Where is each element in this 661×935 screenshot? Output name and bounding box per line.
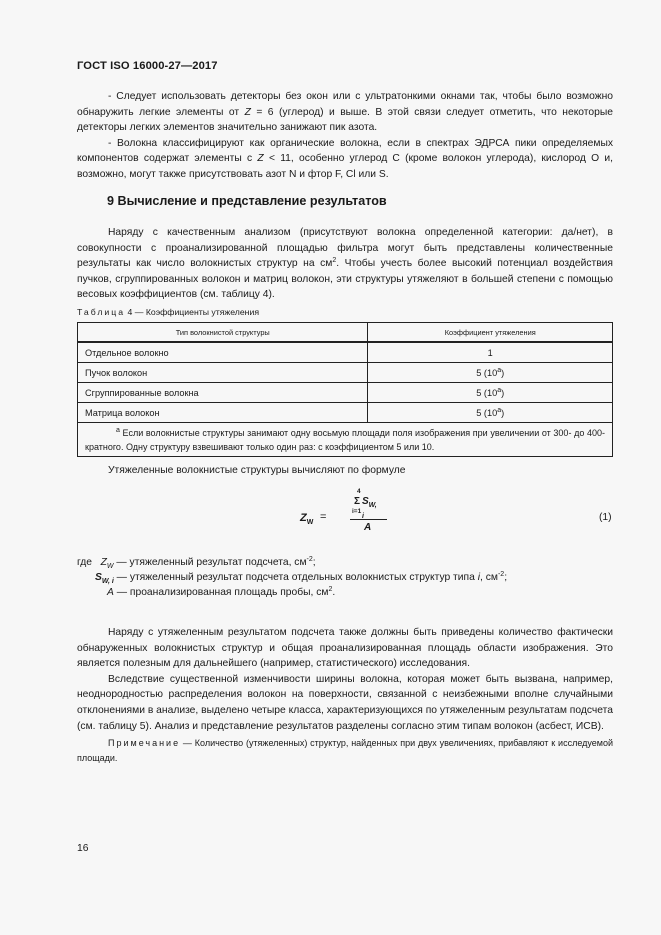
- footnote-mark: a: [116, 426, 120, 434]
- definition-zw: [77, 556, 507, 571]
- paren: ): [501, 387, 505, 398]
- punct: ;: [312, 557, 316, 568]
- table-row: [78, 383, 613, 403]
- sum-sign: Σ: [354, 496, 361, 507]
- variable-z: Z: [244, 106, 251, 118]
- fraction-bar: [350, 519, 387, 520]
- table-caption-title: 4 — Коэффициенты утяжеления: [125, 307, 260, 317]
- coef-value: 1: [487, 347, 493, 358]
- note-text: — Количество (утяжеленных) структур, найденных при двух увеличениях, прибавляют к исследуемой площади.: [77, 738, 613, 763]
- intro-paragraph-fibers: [77, 136, 613, 183]
- text: = 6 (углерод) и выше. В этой связи следует отметить, что некоторые детекторы легких элементов значительно занижают пик азота.: [77, 106, 613, 134]
- equals-sign: =: [320, 511, 327, 523]
- intro-paragraph-detectors: [77, 89, 613, 136]
- weighting-coefficients-table: [77, 322, 613, 457]
- coef-value: 5 (10: [476, 387, 498, 398]
- definitions: [77, 556, 507, 600]
- section-paragraph: [77, 225, 613, 303]
- punct: .: [332, 586, 336, 598]
- cell-coefficient: [368, 383, 613, 403]
- cell-type: Пучок волокон: [78, 363, 368, 383]
- def-symbol: A: [107, 586, 114, 598]
- sum-lower-limit: i=1: [352, 508, 362, 515]
- def-text: , см: [480, 571, 498, 583]
- table-caption-label: Таблица: [77, 307, 126, 317]
- sum-term: [362, 496, 380, 518]
- section-intro: [77, 225, 613, 303]
- table-caption: [77, 307, 259, 317]
- section-title: 9 Вычисление и представление результатов: [107, 194, 387, 208]
- cell-coefficient: [368, 403, 613, 423]
- symbol: S: [95, 571, 102, 583]
- cell-type: Матрица волокон: [78, 403, 368, 423]
- formula-intro: Утяжеленные волокнистые структуры вычисляют по формуле: [108, 465, 406, 476]
- footnote-text: Если волокнистые структуры занимают одну восьмую площади поля изображения при увеличении от 300- до 400-кратного. Одну структуру взвешивают только один раз: с коэффициентом 5 или 10.: [85, 427, 605, 452]
- symbol-subscript: W, i: [101, 577, 114, 585]
- symbol-subscript: W: [106, 563, 114, 570]
- punct: ;: [504, 571, 508, 583]
- footnote-ref: a: [497, 366, 502, 374]
- definition-swi: [77, 571, 507, 586]
- column-header-type: Тип волокнистой структуры: [78, 323, 368, 343]
- text: - Волокна классифицируют как органические волокна, если в спектрах ЭДРСА пики определяемых компонентов содержат элементы с: [77, 137, 613, 165]
- formula-lhs: [300, 512, 313, 524]
- unit-exponent: -2: [497, 570, 505, 578]
- unit-exponent: -2: [306, 556, 313, 563]
- cell-coefficient: [368, 363, 613, 383]
- coef-value: 5 (10: [476, 407, 498, 418]
- sum-upper-limit: 4: [357, 488, 361, 495]
- table-header-row: [78, 323, 613, 343]
- def-symbol: [101, 557, 114, 568]
- def-text: — утяжеленный результат подсчета, см: [113, 557, 307, 568]
- note-paragraph: [77, 736, 613, 765]
- definition-a: [77, 586, 507, 601]
- table-footnote-row: [78, 423, 613, 457]
- sum-term-subscript: W, i: [362, 502, 377, 520]
- def-text: — утяжеленный результат подсчета отдельных волокнистых структур типа: [113, 571, 478, 583]
- results-block: [77, 625, 613, 734]
- footnote-ref: a: [497, 386, 502, 394]
- results-paragraph-2: Вследствие существенной изменчивости ширины волокна, которая может быть вызвана, например, неоднородностью распределения волокон на поверхности, связанной с неизбежными вполне случайными отклонениями в анализе, выделено четыре класса, характеризующихся по утяжеленным результатам подсчета (см. таблицу 5). Анализ и представление результатов разделены согласно этим типам волокон (асбест, ИСВ).: [77, 673, 613, 732]
- text: Наряду с качественным анализом (присутствуют волокна определенной категории: да/нет), в совокупности с проанализированной площадью фильтра могут быть представлены количественные результаты как число волокнистых структур на см: [77, 227, 613, 270]
- lhs-subscript: W: [306, 519, 314, 526]
- variable-z: Z: [257, 153, 264, 165]
- note: [77, 736, 613, 765]
- sum-term-symbol: S: [362, 496, 369, 507]
- table-footnote: [78, 423, 613, 457]
- note-label: Примечание: [108, 738, 181, 748]
- coef-value: 5 (10: [476, 367, 498, 378]
- intro-block: [77, 89, 613, 183]
- lhs-symbol: Z: [300, 512, 307, 524]
- cell-type: Отдельное волокно: [78, 342, 368, 363]
- cell-type: Сгруппированные волокна: [78, 383, 368, 403]
- text: - Следует использовать детекторы без окон или с ультратонкими окнами так, чтобы было возможно обнаружить легкие элементы от: [77, 91, 613, 118]
- def-text: — проанализированная площадь пробы, см: [113, 586, 329, 598]
- page-number: 16: [77, 843, 89, 854]
- results-paragraph-1: Наряду с утяжеленным результатом подсчета также должны быть приведены количество фактически обнаруженных волокнистых структур и общая проанализированная площадь области изображения. Это является полезным для дальнейшего (например, статистического) исследования.: [77, 627, 613, 670]
- text: . Чтобы учесть более высокий потенциал воздействия пучков, сгруппированных волокон и матриц волокон, эти структуры утяжеляют в большей степени с помощью весовых коэффициентов (см. таблицу 4).: [77, 258, 613, 301]
- superscript: 2: [332, 257, 337, 265]
- table-row: [78, 342, 613, 363]
- where-label: где: [77, 557, 93, 568]
- formula-zw: [300, 488, 380, 544]
- table-row: [78, 363, 613, 383]
- paren: ): [501, 407, 505, 418]
- denominator: A: [364, 522, 372, 533]
- unit-exponent: 2: [328, 585, 333, 593]
- table-row: [78, 403, 613, 423]
- variable-i: i: [477, 571, 480, 583]
- column-header-coefficient: Коэффициент утяжеления: [368, 323, 613, 343]
- cell-coefficient: [368, 342, 613, 363]
- paren: ): [501, 367, 505, 378]
- text: < 11, особенно углерод С (кроме волокон углерода), кислород О и, возможно, могут также присутствовать азот N и фтор F, Cl или S.: [77, 153, 613, 180]
- formula-number: (1): [599, 512, 612, 523]
- def-symbol: [95, 572, 114, 583]
- document-header: ГОСТ ISO 16000-27—2017: [77, 60, 218, 72]
- symbol: Z: [100, 557, 107, 568]
- footnote-ref: a: [497, 406, 502, 414]
